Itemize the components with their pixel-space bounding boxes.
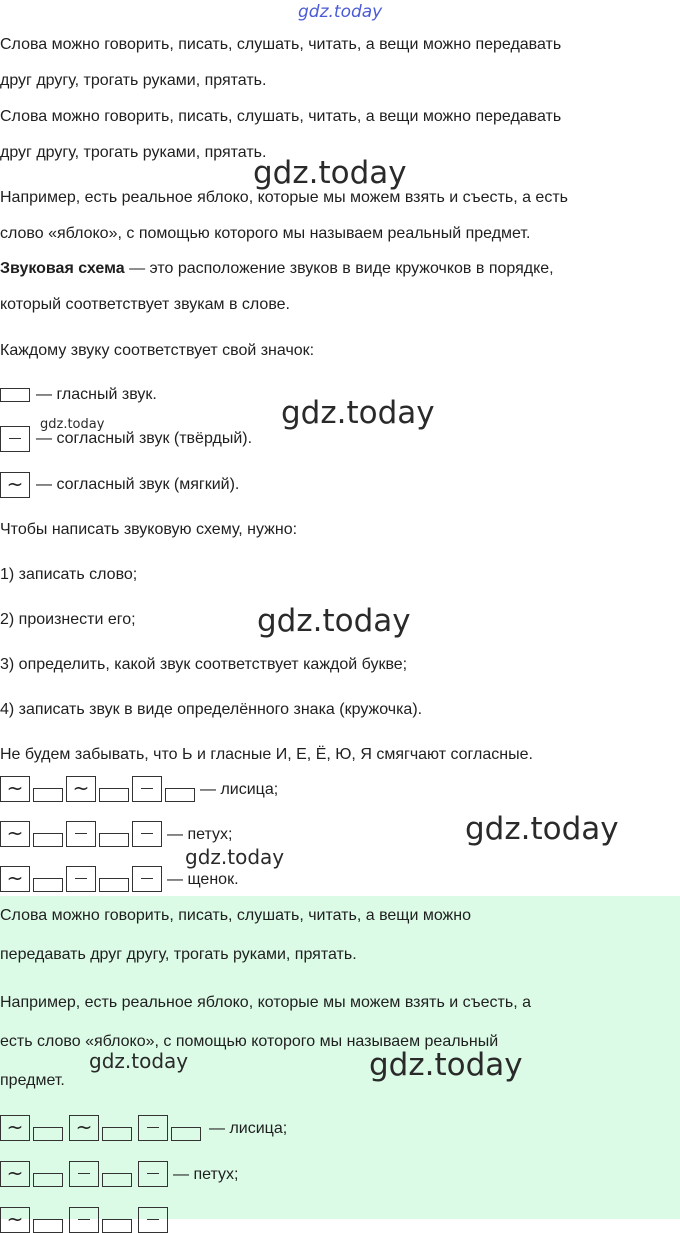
soft-consonant-symbol: ~ bbox=[0, 1115, 30, 1141]
soft-consonant-symbol: ~ bbox=[0, 1161, 30, 1187]
word-label: — петух; bbox=[173, 1166, 239, 1183]
hard-consonant-symbol bbox=[132, 821, 162, 847]
answer-scheme-shchenok-partial bbox=[0, 1207, 171, 1233]
vowel-symbol bbox=[33, 878, 63, 892]
word-label: — лисица; bbox=[209, 1120, 288, 1137]
vowel-symbol bbox=[102, 1127, 132, 1141]
definition-rest: — это расположение звуков в виде кружочков в порядке, bbox=[124, 260, 554, 277]
step-3: 3) определить, какой звук соответствует каждой букве; bbox=[0, 656, 408, 673]
step-1: 1) записать слово; bbox=[0, 566, 138, 583]
soft-consonant-symbol: ~ bbox=[0, 472, 30, 498]
para1-line1: Слова можно говорить, писать, слушать, читать, а вещи можно передавать bbox=[0, 36, 562, 53]
hard-consonant-symbol bbox=[0, 426, 30, 452]
scheme-petukh bbox=[0, 821, 232, 847]
para3-line1: Например, есть реальное яблоко, которые мы можем взять и съесть, а есть bbox=[0, 189, 568, 206]
legend-hard-label: — согласный звук (твёрдый). bbox=[36, 430, 253, 447]
watermark: gdz.today bbox=[40, 417, 105, 432]
vowel-symbol bbox=[165, 788, 195, 802]
answer-scheme-petukh bbox=[0, 1161, 238, 1187]
answer-p2-line1: Например, есть реальное яблоко, которые мы можем взять и съесть, а bbox=[0, 994, 531, 1011]
hard-consonant-symbol bbox=[69, 1207, 99, 1233]
watermark: gdz.today bbox=[185, 845, 285, 869]
para1-line2: друг другу, трогать руками, прятать. bbox=[0, 72, 267, 89]
answer-scheme-lisitsa bbox=[0, 1115, 287, 1141]
steps-intro: Чтобы написать звуковую схему, нужно: bbox=[0, 521, 298, 538]
legend-soft bbox=[0, 472, 239, 498]
hard-consonant-symbol bbox=[66, 866, 96, 892]
definition-line2: который соответствует звукам в слове. bbox=[0, 296, 290, 313]
legend-vowel bbox=[0, 386, 157, 404]
watermark-top: gdz.today bbox=[298, 2, 383, 22]
vowel-symbol bbox=[33, 788, 63, 802]
watermark: gdz.today bbox=[257, 603, 411, 639]
word-label: — петух; bbox=[167, 826, 233, 843]
watermark: gdz.today bbox=[253, 155, 407, 191]
legend-hard bbox=[0, 426, 252, 452]
soft-consonant-symbol: ~ bbox=[0, 1207, 30, 1233]
hard-consonant-symbol bbox=[138, 1161, 168, 1187]
vowel-symbol bbox=[33, 1219, 63, 1233]
answer-p2-line3: предмет. bbox=[0, 1072, 65, 1089]
vowel-symbol bbox=[171, 1127, 201, 1141]
watermark: gdz.today bbox=[281, 395, 435, 431]
vowel-symbol bbox=[33, 1127, 63, 1141]
vowel-symbol bbox=[102, 1219, 132, 1233]
legend-vowel-label: — гласный звук. bbox=[36, 386, 157, 403]
hard-consonant-symbol bbox=[66, 821, 96, 847]
para3-line2: слово «яблоко», с помощью которого мы называем реальный предмет. bbox=[0, 225, 531, 242]
scheme-lisitsa bbox=[0, 776, 278, 802]
scheme-shchenok bbox=[0, 866, 239, 892]
hard-consonant-symbol bbox=[138, 1115, 168, 1141]
vowel-symbol bbox=[33, 833, 63, 847]
each-sound-text: Каждому звуку соответствует свой значок: bbox=[0, 342, 315, 359]
hard-consonant-symbol bbox=[69, 1161, 99, 1187]
soft-consonant-symbol: ~ bbox=[0, 776, 30, 802]
watermark: gdz.today bbox=[369, 1047, 523, 1083]
word-label: — лисица; bbox=[200, 781, 279, 798]
vowel-symbol bbox=[102, 1173, 132, 1187]
step-4: 4) записать звук в виде определённого знака (кружочка). bbox=[0, 701, 423, 718]
answer-p2-line2: есть слово «яблоко», с помощью которого мы называем реальный bbox=[0, 1033, 499, 1050]
hard-consonant-symbol bbox=[132, 776, 162, 802]
word-label: — щенок. bbox=[167, 871, 239, 888]
legend-soft-label: — согласный звук (мягкий). bbox=[36, 476, 240, 493]
definition-term: Звуковая схема bbox=[0, 260, 125, 277]
soft-consonant-symbol: ~ bbox=[0, 821, 30, 847]
definition-line1 bbox=[0, 259, 554, 279]
para2-line2: друг другу, трогать руками, прятать. bbox=[0, 144, 267, 161]
step-2: 2) произнести его; bbox=[0, 611, 136, 628]
watermark: gdz.today bbox=[465, 811, 619, 847]
vowel-symbol bbox=[99, 788, 129, 802]
vowel-symbol bbox=[0, 388, 30, 402]
hard-consonant-symbol bbox=[138, 1207, 168, 1233]
soft-consonant-symbol: ~ bbox=[66, 776, 96, 802]
answer-p1-line1: Слова можно говорить, писать, слушать, читать, а вещи можно bbox=[0, 907, 471, 924]
answer-p1-line2: передавать друг другу, трогать руками, прятать. bbox=[0, 946, 357, 963]
vowel-symbol bbox=[33, 1173, 63, 1187]
para2-line1: Слова можно говорить, писать, слушать, читать, а вещи можно передавать bbox=[0, 108, 562, 125]
hard-consonant-symbol bbox=[132, 866, 162, 892]
watermark: gdz.today bbox=[89, 1049, 189, 1073]
vowel-symbol bbox=[99, 878, 129, 892]
remember-text: Не будем забывать, что Ь и гласные И, Е, Ё, Ю, Я смягчают согласные. bbox=[0, 746, 533, 763]
soft-consonant-symbol: ~ bbox=[69, 1115, 99, 1141]
vowel-symbol bbox=[99, 833, 129, 847]
soft-consonant-symbol: ~ bbox=[0, 866, 30, 892]
